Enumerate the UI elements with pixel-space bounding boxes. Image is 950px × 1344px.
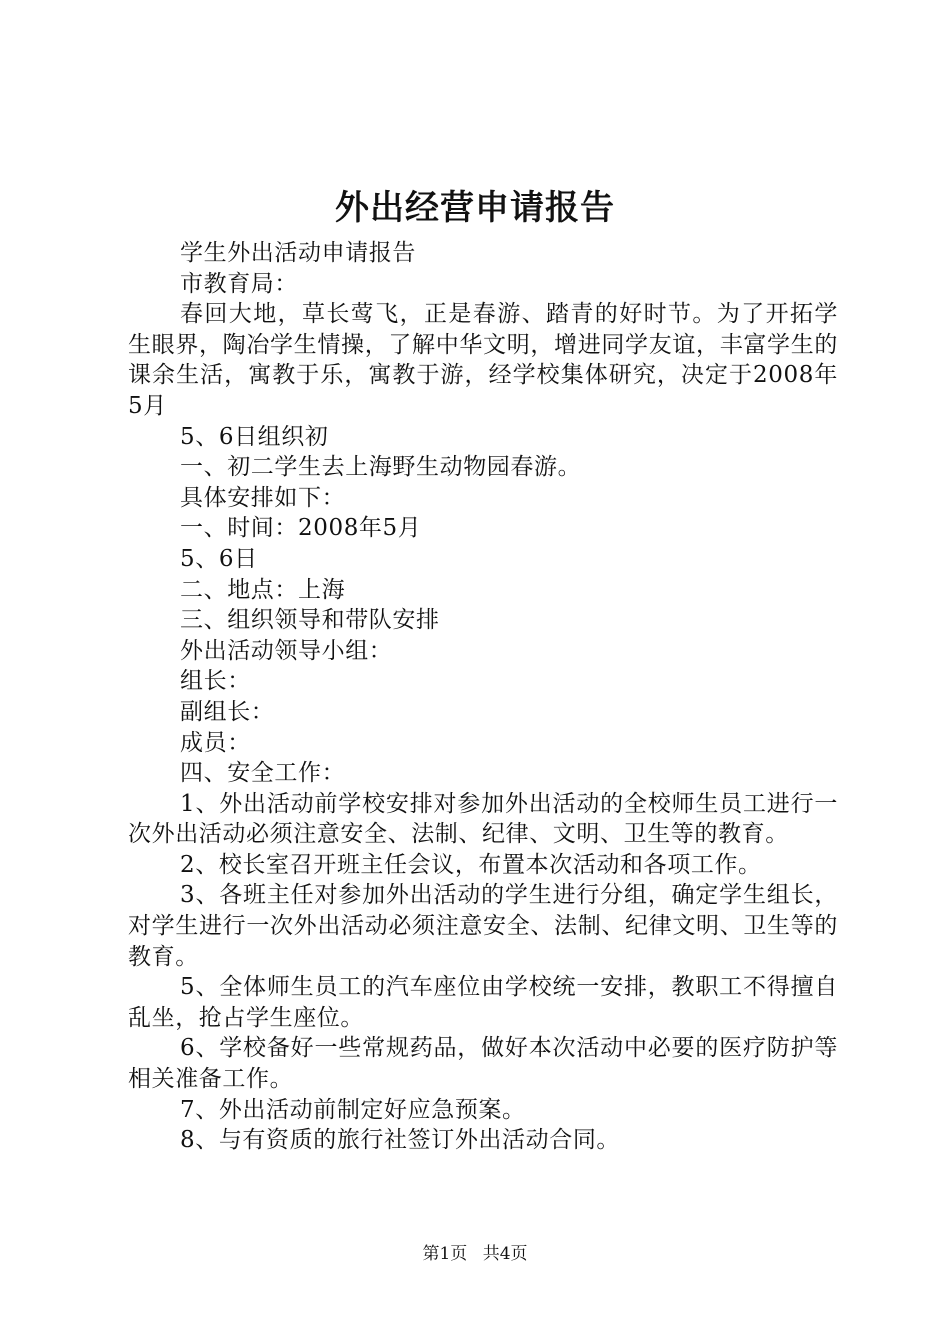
paragraph-leading-group: 外出活动领导小组： bbox=[180, 637, 393, 664]
paragraph-time: 一、时间：2008年5月 bbox=[180, 515, 422, 542]
document-title: 外出经营申请报告 bbox=[335, 188, 615, 228]
paragraph-time-continued: 5、6日 bbox=[180, 545, 258, 572]
paragraph-location: 二、地点：上海 bbox=[180, 576, 346, 603]
paragraph-arrangement: 具体安排如下： bbox=[180, 484, 346, 511]
paragraph-members: 成员： bbox=[180, 729, 251, 756]
paragraph-safety-item: 8、与有资质的旅行社签订外出活动合同。 bbox=[180, 1127, 621, 1154]
paragraph-deputy-leader: 副组长： bbox=[180, 698, 275, 725]
paragraph-leadership: 三、组织领导和带队安排 bbox=[180, 607, 440, 634]
page-number: 第1页 bbox=[422, 1244, 468, 1264]
paragraph-heading: 学生外出活动申请报告 bbox=[180, 240, 416, 266]
paragraph-safety-item: 6、学校备好一些常规药品，做好本次活动中必要的医疗防护等相关准备工作。 bbox=[128, 1035, 838, 1093]
paragraph-group-leader: 组长： bbox=[180, 668, 251, 695]
page-total: 共4页 bbox=[482, 1244, 528, 1264]
paragraph-date-continued: 5、6日组织初 bbox=[180, 423, 329, 450]
document-body bbox=[128, 238, 838, 1156]
paragraph-safety-item: 3、各班主任对参加外出活动的学生进行分组，确定学生组长，对学生进行一次外出活动必须注意安全、法制、纪律文明、卫生等的教育。 bbox=[128, 882, 838, 970]
paragraph-destination: 一、初二学生去上海野生动物园春游。 bbox=[180, 454, 582, 481]
page-footer bbox=[0, 1242, 950, 1266]
paragraph-addressee: 市教育局： bbox=[180, 270, 298, 297]
paragraph-safety-heading: 四、安全工作： bbox=[180, 760, 346, 787]
paragraph-safety-item: 7、外出活动前制定好应急预案。 bbox=[180, 1096, 526, 1123]
paragraph-intro: 春回大地，草长莺飞，正是春游、踏青的好时节。为了开拓学生眼界，陶冶学生情操，了解中华文明，增进同学友谊，丰富学生的课余生活，寓教于乐，寓教于游，经学校集体研究，决定于2008年5月 bbox=[128, 301, 838, 419]
paragraph-safety-item: 1、外出活动前学校安排对参加外出活动的全校师生员工进行一次外出活动必须注意安全、法制、纪律、文明、卫生等的教育。 bbox=[128, 790, 838, 848]
paragraph-safety-item: 2、校长室召开班主任会议，布置本次活动和各项工作。 bbox=[180, 851, 762, 878]
paragraph-safety-item: 5、全体师生员工的汽车座位由学校统一安排，教职工不得擅自乱坐，抢占学生座位。 bbox=[128, 974, 838, 1031]
